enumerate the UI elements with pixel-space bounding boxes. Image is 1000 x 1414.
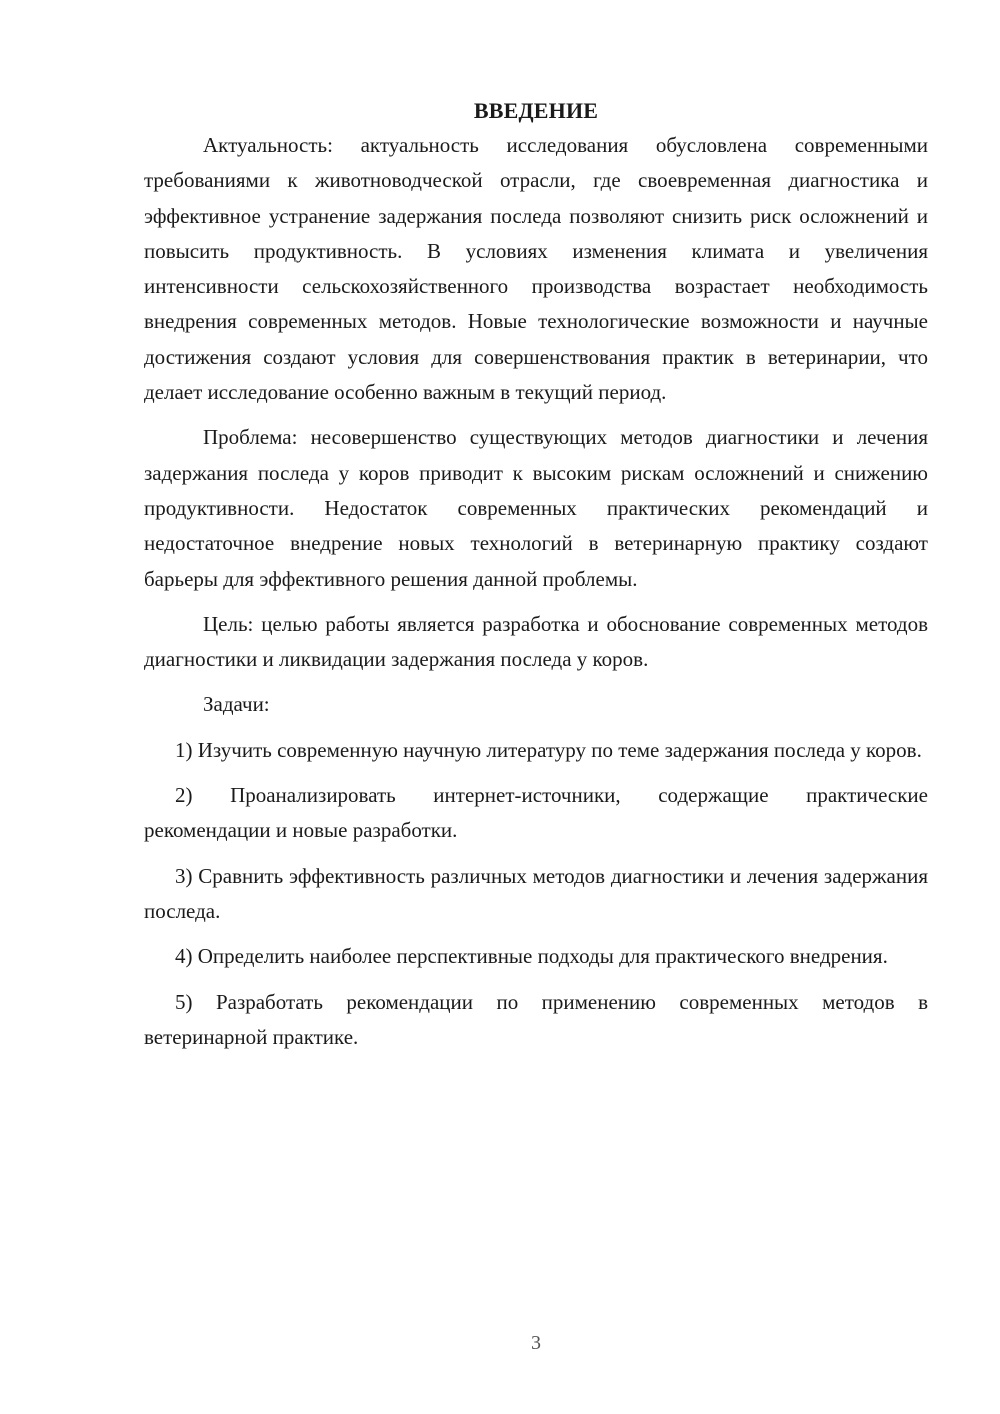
page-title: ВВЕДЕНИЕ — [473, 98, 599, 123]
task-item: 5) Разработать рекомендации по применению современных методов в ветеринарной практике. — [144, 989, 928, 1049]
task-item: 3) Сравнить эффективность различных методов диагностики и лечения задержания последа. — [144, 863, 928, 923]
document-page — [144, 94, 928, 1055]
page-number: 3 — [531, 1332, 541, 1354]
goal-paragraph: Цель: целью работы является разработка и обоснование современных методов диагностики и ликвидации задержания последа у коров. — [144, 611, 928, 672]
relevance-paragraph: Актуальность: актуальность исследования обусловлена современными требованиями к животноводческой отрасли, где своевременная диагностика и эффективное устранение задержания последа позволяют снизить риск осложнений и повысить продуктивность. В условиях изменения климата и увеличения интенсивности сельскохозяйственного производства возрастает необходимость внедрения современных методов. Новые технологические возможности и научные достижения создают условия для совершенствования практик в ветеринарии, что делает исследование особенно важным в текущий период. — [144, 133, 928, 405]
task-item: 1) Изучить современную научную литературу по теме задержания последа у коров. — [175, 737, 922, 762]
task-item: 4) Определить наиболее перспективные подходы для практического внедрения. — [175, 944, 888, 969]
problem-paragraph: Проблема: несовершенство существующих методов диагностики и лечения задержания последа у коров приводит к высоким рискам осложнений и снижению продуктивности. Недостаток современных практических рекомендаций и недостаточное внедрение новых технологий в ветеринарную практику создают барьеры для эффективного решения данной проблемы. — [144, 425, 928, 591]
tasks-list — [144, 733, 928, 1055]
tasks-heading: Задачи: — [203, 692, 270, 717]
task-item: 2) Проанализировать интернет-источники, содержащие практические рекомендации и новые разработки. — [144, 783, 928, 843]
